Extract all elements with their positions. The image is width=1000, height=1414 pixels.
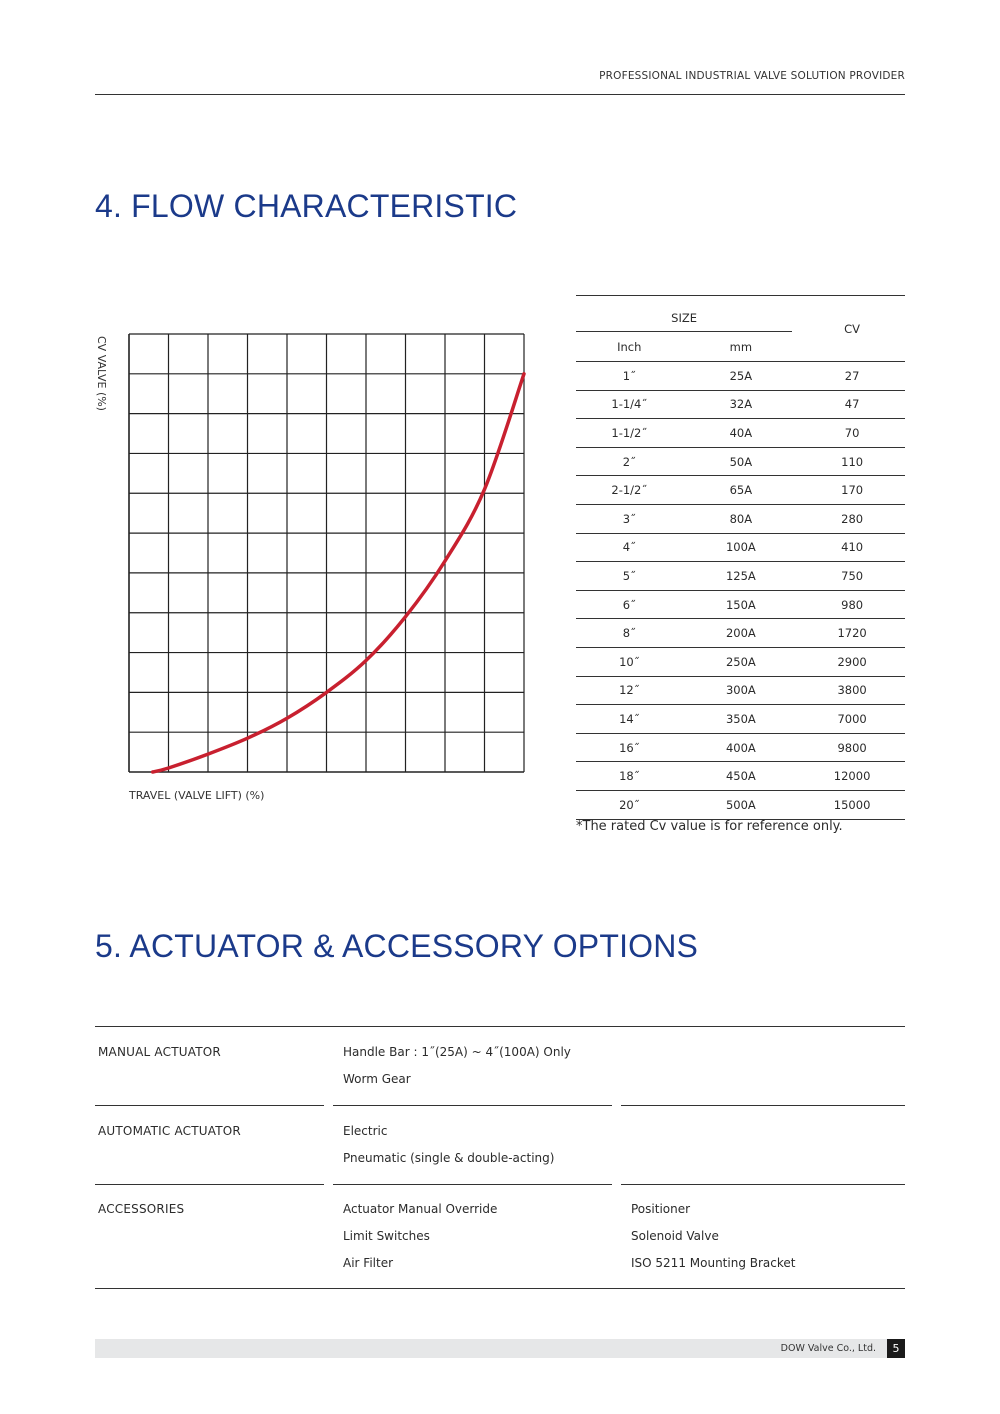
options-bottom-rule <box>95 1288 905 1289</box>
cv-table-row <box>576 791 905 820</box>
accessories-label: ACCESSORIES <box>98 1202 185 1216</box>
options-rule <box>333 1105 612 1106</box>
size-header: SIZE <box>576 295 792 332</box>
chart-y-axis-label: CV VALVE (%) <box>95 336 108 411</box>
inch-cell: 1˝ <box>576 362 690 391</box>
options-rule <box>621 1105 905 1106</box>
inch-cell: 5˝ <box>576 562 690 591</box>
mm-cell: 65A <box>690 476 793 505</box>
mm-cell: 100A <box>690 534 793 563</box>
inch-cell: 16˝ <box>576 734 690 763</box>
cv-table <box>576 295 905 820</box>
cv-table-row <box>576 762 905 791</box>
automatic-option-1: Electric <box>343 1124 388 1138</box>
inch-cell: 18˝ <box>576 762 690 791</box>
inch-header: Inch <box>576 332 690 362</box>
mm-cell: 300A <box>690 677 793 706</box>
cv-curve-line <box>153 374 524 772</box>
cv-table-row <box>576 562 905 591</box>
accessory-item: ISO 5211 Mounting Bracket <box>631 1256 796 1270</box>
inch-cell: 3˝ <box>576 505 690 534</box>
cv-cell: 2900 <box>792 648 905 677</box>
cv-cell: 110 <box>792 448 905 477</box>
inch-cell: 4˝ <box>576 534 690 563</box>
options-rule <box>95 1105 324 1106</box>
inch-cell: 20˝ <box>576 791 690 820</box>
cv-cell: 410 <box>792 534 905 563</box>
cv-table-row <box>576 448 905 477</box>
cv-header: CV <box>792 295 905 362</box>
inch-cell: 2-1/2˝ <box>576 476 690 505</box>
cv-cell: 12000 <box>792 762 905 791</box>
cv-table-row <box>576 677 905 706</box>
mm-header: mm <box>690 332 793 362</box>
cv-table-row <box>576 648 905 677</box>
inch-cell: 6˝ <box>576 591 690 620</box>
mm-cell: 40A <box>690 419 793 448</box>
cv-table-row <box>576 705 905 734</box>
cv-cell: 280 <box>792 505 905 534</box>
cv-cell: 750 <box>792 562 905 591</box>
cv-table-row <box>576 734 905 763</box>
mm-cell: 150A <box>690 591 793 620</box>
options-top-rule <box>95 1026 905 1027</box>
options-rule <box>95 1184 324 1185</box>
cv-cell: 1720 <box>792 619 905 648</box>
automatic-actuator-label: AUTOMATIC ACTUATOR <box>98 1124 241 1138</box>
page-number: 5 <box>887 1339 905 1358</box>
cv-cell: 980 <box>792 591 905 620</box>
mm-cell: 80A <box>690 505 793 534</box>
accessory-item: Air Filter <box>343 1256 394 1270</box>
cv-table-row <box>576 391 905 420</box>
manual-option-2: Worm Gear <box>343 1072 411 1086</box>
options-rule <box>621 1184 905 1185</box>
mm-cell: 400A <box>690 734 793 763</box>
options-rule <box>333 1184 612 1185</box>
header-tagline: PROFESSIONAL INDUSTRIAL VALVE SOLUTION PROVIDER <box>599 70 905 82</box>
cv-cell: 70 <box>792 419 905 448</box>
section-5-title: 5. ACTUATOR & ACCESSORY OPTIONS <box>95 928 699 964</box>
inch-cell: 1-1/4˝ <box>576 391 690 420</box>
mm-cell: 250A <box>690 648 793 677</box>
inch-cell: 14˝ <box>576 705 690 734</box>
mm-cell: 125A <box>690 562 793 591</box>
mm-cell: 32A <box>690 391 793 420</box>
accessory-item: Solenoid Valve <box>631 1229 719 1243</box>
inch-cell: 1-1/2˝ <box>576 419 690 448</box>
inch-cell: 12˝ <box>576 677 690 706</box>
mm-cell: 450A <box>690 762 793 791</box>
manual-actuator-label: MANUAL ACTUATOR <box>98 1045 221 1059</box>
cv-cell: 3800 <box>792 677 905 706</box>
cv-table-row <box>576 476 905 505</box>
cv-table-row <box>576 534 905 563</box>
cv-cell: 170 <box>792 476 905 505</box>
inch-cell: 2˝ <box>576 448 690 477</box>
footer-company: DOW Valve Co., Ltd. <box>780 1343 876 1354</box>
accessory-item: Limit Switches <box>343 1229 430 1243</box>
automatic-option-2: Pneumatic (single & double-acting) <box>343 1151 555 1165</box>
mm-cell: 50A <box>690 448 793 477</box>
cv-cell: 9800 <box>792 734 905 763</box>
cv-table-row <box>576 619 905 648</box>
chart-grid <box>129 334 524 772</box>
section-4-title: 4. FLOW CHARACTERISTIC <box>95 188 518 224</box>
mm-cell: 200A <box>690 619 793 648</box>
accessory-item: Positioner <box>631 1202 691 1216</box>
accessory-item: Actuator Manual Override <box>343 1202 498 1216</box>
mm-cell: 500A <box>690 791 793 820</box>
mm-cell: 25A <box>690 362 793 391</box>
cv-cell: 47 <box>792 391 905 420</box>
header-divider <box>95 94 905 95</box>
cv-table-note: *The rated Cv value is for reference only. <box>576 819 843 834</box>
mm-cell: 350A <box>690 705 793 734</box>
inch-cell: 8˝ <box>576 619 690 648</box>
cv-table-row <box>576 419 905 448</box>
inch-cell: 10˝ <box>576 648 690 677</box>
cv-table-row <box>576 591 905 620</box>
cv-cell: 15000 <box>792 791 905 820</box>
cv-table-row <box>576 362 905 391</box>
cv-cell: 7000 <box>792 705 905 734</box>
cv-table-row <box>576 505 905 534</box>
chart-x-axis-label: TRAVEL (VALVE LIFT) (%) <box>129 789 265 802</box>
cv-cell: 27 <box>792 362 905 391</box>
manual-option-1: Handle Bar : 1˝(25A) ~ 4˝(100A) Only <box>343 1045 571 1059</box>
